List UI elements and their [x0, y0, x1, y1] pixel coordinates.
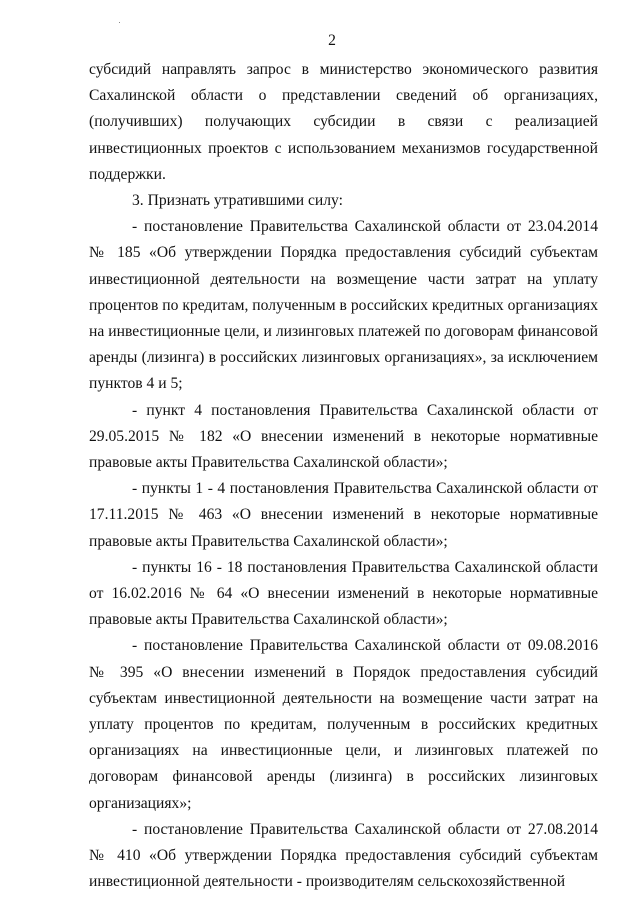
page-number: 2: [328, 32, 336, 49]
list-item-repealed-act: - постановление Правительства Сахалинской области от 23.04.2014 № 185 «Об утверждении Порядка предоставления субсидий субъектам инвестиционной деятельности на возмещение части затрат на уплату процентов по кредитам, полученным в российских кредитных организациях на инвестиционные цели, и лизинговых платежей по договорам финансовой аренды (лизинга) в российских лизинговых организациях», за исключением пунктов 4 и 5;: [89, 218, 598, 393]
list-item-repealed-act: - постановление Правительства Сахалинской области от 27.08.2014 № 410 «Об утверждении Порядка предоставления субсидий субъектам инвестиционной деятельности - производителям сельскохозяйственной: [89, 820, 598, 891]
scan-speck: [119, 22, 120, 23]
paragraph-section-3: 3. Признать утратившими силу:: [132, 192, 343, 210]
list-item-repealed-act: - пункт 4 постановления Правительства Сахалинской области от 29.05.2015 № 182 «О внесении изменений в некоторые нормативные правовые акты Правительства Сахалинской области»;: [89, 401, 598, 472]
list-item-repealed-act: - пункты 16 - 18 постановления Правительства Сахалинской области от 16.02.2016 № 64 «О внесении изменений в некоторые нормативные правовые акты Правительства Сахалинской области»;: [89, 558, 598, 629]
paragraph-continuation: субсидий направлять запрос в министерство экономического развития Сахалинской области о представлении сведений об организациях, (получивших) получающих субсидии в связи с реализацией инвестиционных проектов с использованием механизмов государственной поддержки.: [89, 61, 598, 183]
document-body: [89, 57, 598, 896]
list-item-repealed-act: - пункты 1 - 4 постановления Правительства Сахалинской области от 17.11.2015 № 463 «О внесении изменений в некоторые нормативные правовые акты Правительства Сахалинской области»;: [89, 480, 598, 550]
list-item-repealed-act: - постановление Правительства Сахалинской области от 09.08.2016 № 395 «О внесении изменений в Порядок предоставления субсидий субъектам инвестиционной деятельности на возмещение части затрат на уплату процентов по кредитам, полученным в российских кредитных организациях на инвестиционные цели, и лизинговых платежей по договорам финансовой аренды (лизинга) в российских лизинговых организациях»;: [89, 637, 598, 812]
